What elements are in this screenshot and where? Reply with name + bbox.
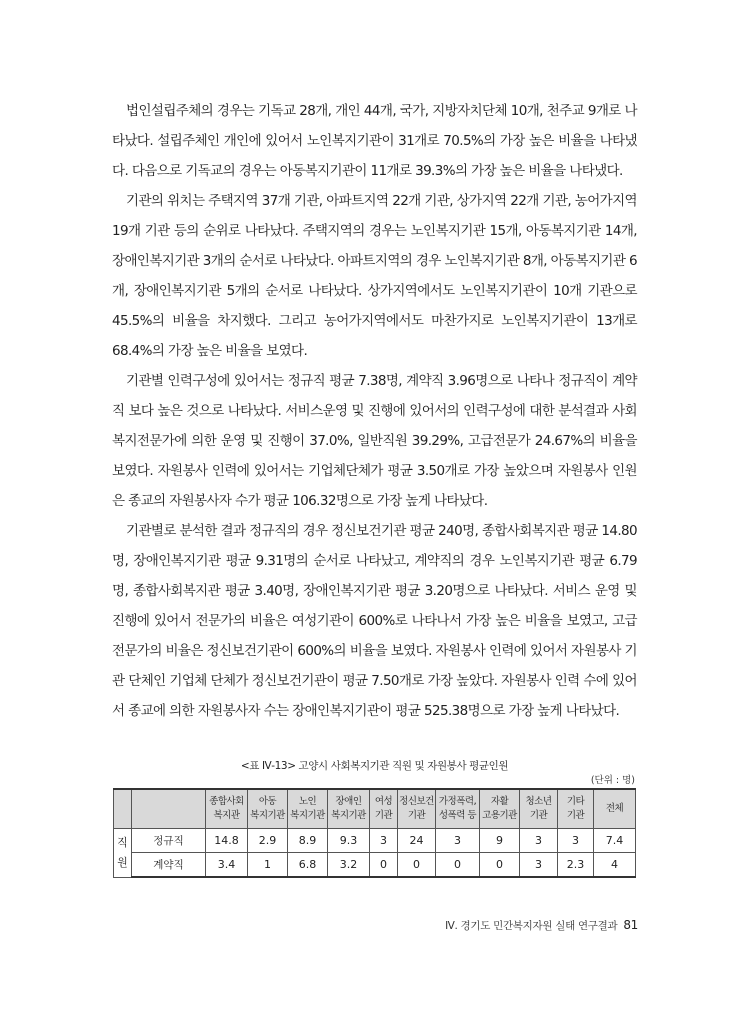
table-cell: 3 [370, 829, 398, 853]
header-col: 아동 복지기관 [248, 789, 288, 829]
header-blank-group [114, 789, 132, 829]
header-col: 기타 기관 [558, 789, 594, 829]
table-cell: 9.3 [328, 829, 370, 853]
footer-chapter: Ⅳ. 경기도 민간복지자원 실태 연구결과 [445, 920, 618, 932]
table-row [114, 829, 636, 853]
row-label: 정규직 [132, 829, 206, 853]
table-cell: 2.3 [558, 853, 594, 878]
page-footer [380, 918, 638, 933]
table-cell: 3.2 [328, 853, 370, 878]
table-cell: 8.9 [288, 829, 328, 853]
header-col: 여성 기관 [370, 789, 398, 829]
staff-table [113, 788, 636, 878]
table-caption: <표 Ⅳ-13> 고양시 사회복지기관 직원 및 자원봉사 평균인원 [240, 760, 509, 772]
table-cell: 0 [398, 853, 436, 878]
table-header-row [114, 789, 636, 829]
page-number: 81 [623, 918, 638, 932]
header-col: 정신보건 기관 [398, 789, 436, 829]
table-cell: 7.4 [594, 829, 636, 853]
row-label: 계약직 [132, 853, 206, 878]
table-cell: 3 [558, 829, 594, 853]
table-cell: 3 [520, 853, 558, 878]
header-col: 가정폭력, 성폭력 등 [436, 789, 480, 829]
paragraph-2: 기관의 위치는 주택지역 37개 기관, 아파트지역 22개 기관, 상가지역 22개 기관, 농어가지역 19개 기관 등의 순위로 나타났다. 주택지역의 경우는 노인복지기관 15개, 아동복지기관 14개, 장애인복지기관 3개의 순서로 나타났다. 아파트지역의 경우 노인복지기관 8개, 아동복지기관 6개, 장애인복지기관 5개의 순서로 나타났다. 상가지역에서도 노인복지기관이 10개 기관으로 45.5%의 비율을 차지했다. 그리고 농어가지역에서도 마찬가지로 노인복지기관이 13개로 68.4%의 가장 높은 비율을 보였다. [112, 193, 637, 359]
table-cell: 24 [398, 829, 436, 853]
table-cell: 6.8 [288, 853, 328, 878]
paragraph-3: 기관별 인력구성에 있어서는 정규직 평균 7.38명, 계약직 3.96명으로 나타나 정규직이 계약직 보다 높은 것으로 나타났다. 서비스운영 및 진행에 있어서의 인력구성에 대한 분석결과 사회복지전문가에 의한 운영 및 진행이 37.0%, 일반직원 39.29%, 고급전문가 24.67%의 비율을 보였다. 자원봉사 인력에 있어서는 기업체단체가 평균 3.50개로 가장 높았으며 자원봉사 인원은 종교의 자원봉사자 수가 평균 106.32명으로 가장 높게 나타났다. [112, 373, 637, 509]
table-unit: (단위 : 명) [590, 775, 635, 786]
table-cell: 0 [370, 853, 398, 878]
table-cell: 14.8 [206, 829, 248, 853]
row-group-label: 직 원 [114, 829, 132, 878]
table-row [114, 853, 636, 878]
header-blank-label [132, 789, 206, 829]
header-col: 자활 고용기관 [480, 789, 520, 829]
header-col: 종합사회 복지관 [206, 789, 248, 829]
header-col: 청소년 기관 [520, 789, 558, 829]
table-cell: 0 [436, 853, 480, 878]
header-col: 장애인 복지기관 [328, 789, 370, 829]
paragraph-1: 법인설립주체의 경우는 기독교 28개, 개인 44개, 국가, 지방자치단체 10개, 천주교 9개로 나타났다. 설립주체인 개인에 있어서 노인복지기관이 31개로 70.5%의 가장 높은 비율을 나타냈다. 다음으로 기독교의 경우는 아동복지기관이 11개로 39.3%의 가장 높은 비율을 나타냈다. [112, 103, 637, 179]
header-col: 노인 복지기관 [288, 789, 328, 829]
header-col-total: 전체 [594, 789, 636, 829]
table-cell: 4 [594, 853, 636, 878]
table-cell: 9 [480, 829, 520, 853]
table-cell: 1 [248, 853, 288, 878]
paragraph-4: 기관별로 분석한 결과 정규직의 경우 정신보건기관 평균 240명, 종합사회복지관 평균 14.80명, 장애인복지기관 평균 9.31명의 순서로 나타났고, 계약직의 경우 노인복지기관 평균 6.79명, 종합사회복지관 평균 3.40명, 장애인복지기관 평균 3.20명으로 나타났다. 서비스 운영 및 진행에 있어서 전문가의 비율은 여성기관이 600%로 나타나서 가장 높은 비율을 보였고, 고급전문가의 비율은 정신보건기관이 600%의 비율을 보였다. 자원봉사 인력에 있어서 자원봉사 기관 단체인 기업체 단체가 정신보건기관이 평균 7.50개로 가장 높았다. 자원봉사 인력 수에 있어서 종교에 의한 자원봉사자 수는 장애인복지기관이 평균 525.38명으로 가장 높게 나타났다. [112, 523, 637, 719]
table-cell: 0 [480, 853, 520, 878]
body-text [112, 96, 637, 726]
table-cell: 3 [436, 829, 480, 853]
table-cell: 3.4 [206, 853, 248, 878]
table-cell: 2.9 [248, 829, 288, 853]
table-cell: 3 [520, 829, 558, 853]
